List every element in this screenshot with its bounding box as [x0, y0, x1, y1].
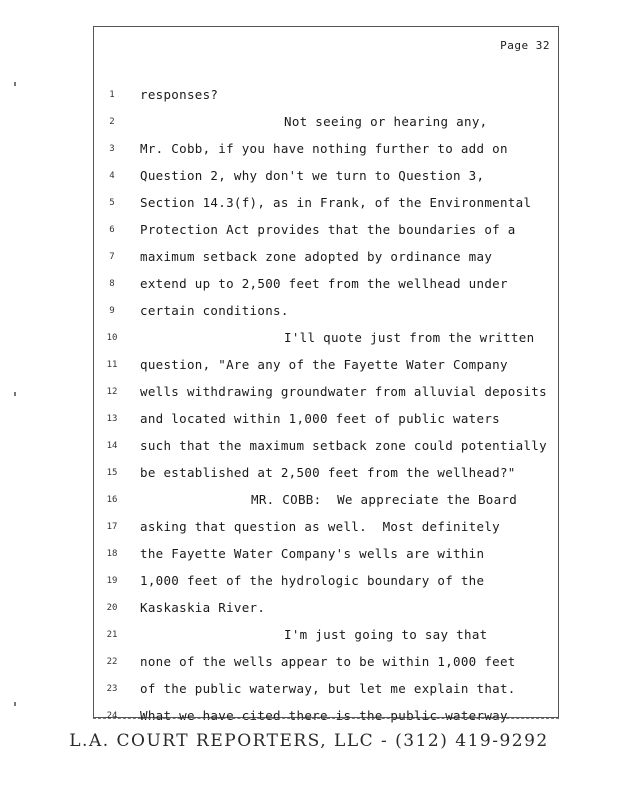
line-number: 9 — [109, 306, 115, 316]
reporter-footer: L.A. COURT REPORTERS, LLC - (312) 419-9292 — [69, 731, 549, 751]
transcript-line — [94, 303, 560, 323]
scan-mark — [14, 82, 16, 86]
transcript-line — [94, 249, 560, 269]
line-number: 3 — [109, 144, 115, 154]
transcript-line — [94, 438, 560, 458]
line-text: of the public waterway, but let me explain that. — [140, 681, 516, 696]
transcript-line — [94, 276, 560, 296]
line-number: 16 — [106, 495, 118, 505]
line-number: 13 — [106, 414, 118, 424]
line-text: MR. COBB: We appreciate the Board — [251, 492, 518, 507]
line-number: 23 — [106, 684, 118, 694]
line-number: 1 — [109, 90, 115, 100]
transcript-line — [94, 114, 560, 134]
page-number: Page 32 — [500, 39, 550, 52]
line-text: certain conditions. — [140, 303, 289, 318]
line-number: 21 — [106, 630, 118, 640]
line-number: 5 — [109, 198, 115, 208]
line-number: 24 — [106, 711, 118, 721]
line-text: What we have cited there is the public waterway — [140, 708, 508, 723]
line-text: Kaskaskia River. — [140, 600, 266, 615]
transcript-line — [94, 195, 560, 215]
line-text: 1,000 feet of the hydrologic boundary of the — [140, 573, 485, 588]
line-text: Not seeing or hearing any, — [284, 114, 488, 129]
line-number: 8 — [109, 279, 115, 289]
line-text: none of the wells appear to be within 1,000 feet — [140, 654, 516, 669]
transcript-line — [94, 573, 560, 593]
transcript-line — [94, 708, 560, 728]
line-text: be established at 2,500 feet from the wellhead?" — [140, 465, 516, 480]
transcript-line — [94, 546, 560, 566]
line-number: 19 — [106, 576, 118, 586]
line-text: asking that question as well. Most definitely — [140, 519, 500, 534]
line-text: I'll quote just from the written — [284, 330, 535, 345]
transcript-line — [94, 654, 560, 674]
transcript-line — [94, 141, 560, 161]
transcript-line — [94, 519, 560, 539]
line-text: extend up to 2,500 feet from the wellhead under — [140, 276, 508, 291]
line-number: 22 — [106, 657, 118, 667]
line-text: Question 2, why don't we turn to Question 3, — [140, 168, 485, 183]
transcript-line — [94, 411, 560, 431]
line-text: responses? — [140, 87, 219, 102]
line-text: and located within 1,000 feet of public waters — [140, 411, 500, 426]
line-number: 2 — [109, 117, 115, 127]
transcript-line — [94, 168, 560, 188]
transcript-line — [94, 87, 560, 107]
line-text: the Fayette Water Company's wells are within — [140, 546, 485, 561]
scan-mark — [14, 392, 16, 396]
line-text: maximum setback zone adopted by ordinance may — [140, 249, 493, 264]
transcript-line — [94, 492, 560, 512]
line-text: wells withdrawing groundwater from alluvial deposits — [140, 384, 547, 399]
line-number: 20 — [106, 603, 118, 613]
transcript-line — [94, 357, 560, 377]
line-number: 11 — [106, 360, 118, 370]
transcript-page — [93, 26, 559, 723]
line-number: 15 — [106, 468, 118, 478]
transcript-line — [94, 600, 560, 620]
line-text: I'm just going to say that — [284, 627, 488, 642]
transcript-line — [94, 627, 560, 647]
line-number: 17 — [106, 522, 118, 532]
line-number: 18 — [106, 549, 118, 559]
scan-mark — [14, 702, 16, 706]
line-number: 14 — [106, 441, 118, 451]
line-number: 6 — [109, 225, 115, 235]
line-number: 10 — [106, 333, 118, 343]
line-number: 12 — [106, 387, 118, 397]
line-text: Mr. Cobb, if you have nothing further to add on — [140, 141, 508, 156]
line-number: 4 — [109, 171, 115, 181]
transcript-line — [94, 222, 560, 242]
line-text: question, "Are any of the Fayette Water Company — [140, 357, 508, 372]
transcript-line — [94, 330, 560, 350]
line-text: Section 14.3(f), as in Frank, of the Environmental — [140, 195, 532, 210]
transcript-line — [94, 384, 560, 404]
line-text: such that the maximum setback zone could potentially — [140, 438, 547, 453]
line-text: Protection Act provides that the boundaries of a — [140, 222, 516, 237]
transcript-line — [94, 465, 560, 485]
line-number: 7 — [109, 252, 115, 262]
transcript-line — [94, 681, 560, 701]
